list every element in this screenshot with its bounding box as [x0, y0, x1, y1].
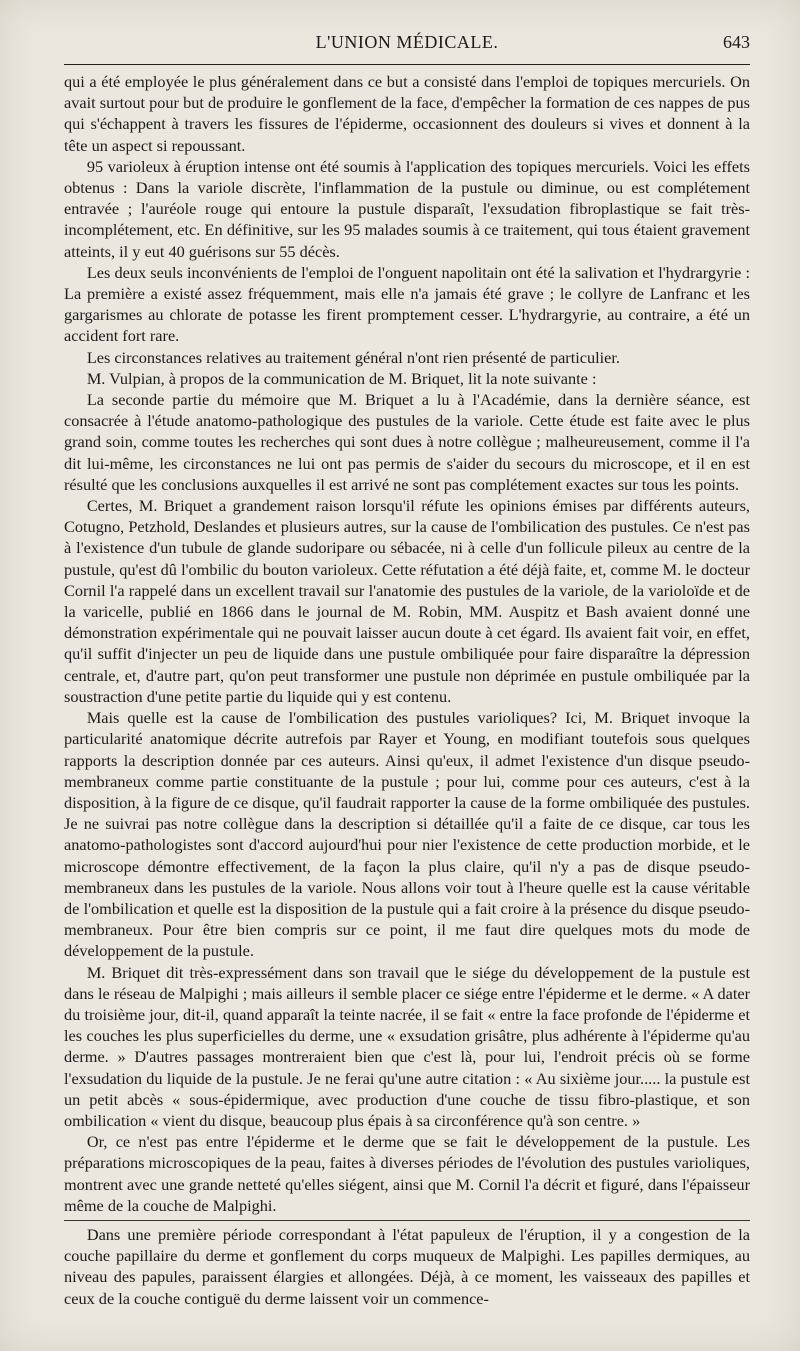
header-rule — [64, 64, 750, 65]
paragraph: Les circonstances relatives au traitement général n'ont rien présenté de particulier. — [86, 347, 621, 367]
paragraph: La seconde partie du mémoire que M. Briquet a lu à l'Académie, dans la dernière séance, est consacrée à l'étude anatomo-pathologique des pustules de la variole. Cette étude est faite avec le plus grand soin, comme toutes les recherches qui sont dues à notre collègue ; malheureusement, comme il l'a dit lui-même, les circonstances ne lui ont pas permis de s'aider du secours du microscope, et il en est résulté que les conclusions auxquelles il est arrivé ne sont pas complétement exactes sur tous les points. — [64, 390, 750, 494]
paragraph: Mais quelle est la cause de l'ombilication des pustules varioliques? Ici, M. Briquet invoque la particularité anatomique décrite autrefois par Rayer et Young, en modifiant toutefois sous quelques rapports la description donnée par ces auteurs. Ainsi qu'eux, il admet l'existence d'un disque pseudo-membraneux comme partie constituante de la pustule ; pour lui, comme pour ces auteurs, c'est à la disposition, à la figure de ce disque, qu'il faudrait rapporter la cause de la forme ombiliquée des pustules. Je ne suivrai pas notre collègue dans la description si détaillée qu'il a faite de ce disque, car tous les anatomo-pathologistes sont d'accord aujourd'hui pour nier l'existence de cette production morbide, et le microscope démontre effectivement, de la façon la plus claire, qu'il n'y a pas de disque pseudo-membraneux dans les pustules de la variole. Nous allons voir tout à l'heure quelle est la cause véritable de l'ombilication et quelle est la disposition de la pustule qui a fait croire à la présence du disque pseudo-membraneux. Pour être bien compris sur ce point, il me faut dire quelques mots du mode de développement de la pustule. — [64, 708, 750, 961]
paragraph: Certes, M. Briquet a grandement raison lorsqu'il réfute les opinions émises par différents auteurs, Cotugno, Petzhold, Deslandes et plusieurs autres, sur la cause de l'ombilication des pustules. Ce n'est pas à l'existence d'un tubule de glande sudoripare ou sébacée, ni à celle d'un follicule pileux au centre de la pustule, qu'est dû l'ombilic du bouton varioleux. Cette réfutation a été déjà faite, et, comme M. le docteur Cornil l'a rappelé dans un excellent travail sur l'anatomie des pustules de la variole, de la varioloïde et de la varicelle, publié en 1866 dans le journal de M. Robin, MM. Auspitz et Bash avaient donné une démonstration expérimentale qui ne pouvait laisser aucun doute à cet égard. Ils avaient fait voir, en effet, qu'il suffit d'injecter un peu de liquide dans une pustule ombiliquée pour faire disparaître la dépression centrale, et, d'autre part, qu'on peut transformer une pustule non déprimée en pustule ombiliquée par la soustraction d'une petite partie du liquide qui y est contenu. — [64, 496, 750, 706]
paragraph: Dans une première période correspondant à l'état papuleux de l'éruption, il y a congestion de la couche papillaire du derme et gonflement du corps muqueux de Malpighi. Les papilles dermiques, au niveau des papules, paraissent élargies et allongées. Déjà, à ce moment, les vaisseaux des papilles et ceux de la couche contiguë du derme laissent voir un commence- — [64, 1224, 750, 1308]
paragraph: M. Vulpian, à propos de la communication de M. Briquet, lit la note suivante : — [86, 368, 597, 388]
paragraph: Les deux seuls inconvénients de l'emploi de l'onguent napolitain ont été la salivation et l'hydrargyrie : La première a existé assez fréquemment, mais elle n'a jamais été grave ; le collyre de Lanfranc et les gargarismes au chlorate de potasse les firent promptement cesser. L'hydrargyrie, au contraire, a été un accident fort rare. — [64, 262, 750, 346]
paragraph: qui a été employée le plus généralement dans ce but a consisté dans l'emploi de topiques mercuriels. On avait surtout pour but de produire le gonflement de la face, d'empêcher la formation de ces nappes de pus qui s'échappent à travers les fissures de l'épiderme, occasionnent des douleurs si vives et donnent à la tête un aspect si repoussant. — [64, 72, 750, 155]
paragraph: 95 varioleux à éruption intense ont été soumis à l'application des topiques mercuriels. Voici les effets obtenus : Dans la variole discrète, l'inflammation de la pustule ou diminue, ou est complétement entravée ; l'auréole rouge qui entoure la pustule disparaît, l'exsudation fibroplastique se fait très-incomplétement, etc. En définitive, sur les 95 malades soumis à ce traitement, qui tous étaient gravement atteints, il y eut 40 guérisons sur 55 décès. — [64, 156, 750, 261]
paragraph: Or, ce n'est pas entre l'épiderme et le derme que se fait le développement de la pustule. Les préparations microscopiques de la peau, faites à diverses périodes de l'évolution des pustules varioliques, montrent avec une grande netteté qu'elles siégent, ainsi que M. Cornil l'a décrit et figuré, dans l'épaisseur même de la couche de Malpighi. — [64, 1132, 750, 1215]
page-number: 643 — [723, 32, 750, 52]
article-body — [64, 71, 750, 1309]
running-title: L'UNION MÉDICALE. — [315, 32, 499, 52]
paragraph: M. Briquet dit très-expressément dans son travail que le siége du développement de la pustule est dans le réseau de Malpighi ; mais ailleurs il semble placer ce siége entre l'épiderme et le derme. « A dater du troisième jour, dit-il, quand apparaît la teinte nacrée, il se fait « entre la face profonde de l'épiderme et les couches les plus superficielles du derme, une « exsudation grisâtre, plus adhérente à l'épiderme qu'au derme. » D'autres passages montreraient bien que c'est là, pour lui, l'endroit précis où se forme l'exsudation du liquide de la pustule. Je ne ferai qu'une autre citation : « Au sixième jour..... la pustule est un petit abcès « sous-épidermique, avec production d'une couche de tissu fibro-plastique, et son ombilication « vient du disque, beaucoup plus épais à sa circonférence qu'à son centre. » — [64, 962, 750, 1130]
footnote-rule — [64, 1220, 750, 1221]
page-header — [64, 28, 750, 60]
